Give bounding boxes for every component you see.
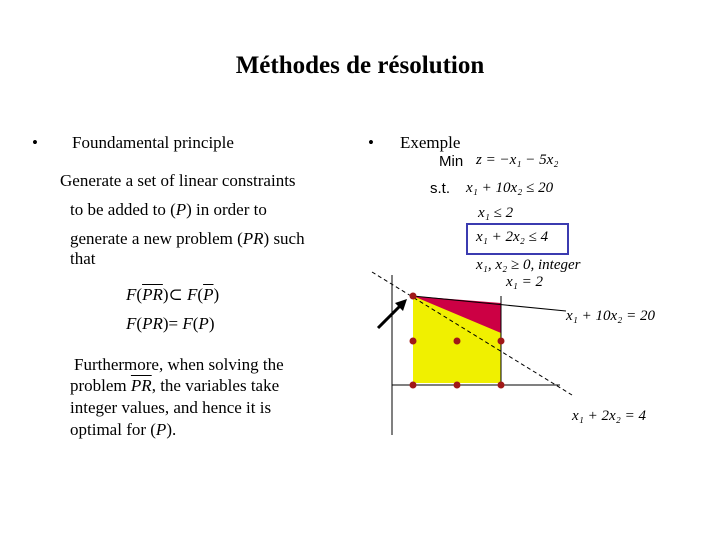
para2-line3: integer values, and hence it is bbox=[70, 398, 272, 417]
integer-point bbox=[454, 338, 461, 345]
lp-constraint-2: x₁ ≤ 2 bbox=[478, 205, 514, 221]
para1-line1: Generate a set of linear constraints bbox=[60, 171, 296, 190]
para1-line3: generate a new problem (PR) such bbox=[70, 229, 305, 248]
slide-title: Méthodes de résolution bbox=[235, 52, 485, 79]
para2-line1: Furthermore, when solving the bbox=[74, 355, 284, 374]
arrow-line bbox=[378, 304, 402, 328]
label-constraint-3: x₁ + 2x₂ = 4 bbox=[572, 408, 646, 424]
para2-line4: optimal for (P). bbox=[70, 420, 177, 439]
left-bullet: • bbox=[32, 133, 38, 152]
inclusion-formula: $F(\overline{PR})\subset$ $F(\overline{P})$ bbox=[126, 285, 220, 304]
right-bullet: • bbox=[368, 133, 374, 152]
integer-point bbox=[498, 338, 505, 345]
label-constraint-1: x₁ + 10x₂ = 20 bbox=[566, 308, 655, 324]
integer-point bbox=[454, 382, 461, 389]
lp-constraint-4: x₁, x₂ ≥ 0, integer bbox=[476, 257, 581, 273]
lp-constraint-3: x₁ + 2x₂ ≤ 4 bbox=[476, 229, 549, 245]
label-x1-equals-2: x₁ = 2 bbox=[506, 274, 543, 290]
left-heading: Foundamental principle bbox=[72, 133, 234, 152]
equality-formula: F(PR)= F(P) bbox=[126, 314, 215, 333]
integer-point bbox=[410, 293, 417, 300]
right-heading: Exemple bbox=[400, 133, 461, 152]
integer-point bbox=[410, 338, 417, 345]
para1-line4: that bbox=[70, 249, 96, 268]
integer-point bbox=[498, 382, 505, 389]
lp-st-label: s.t. bbox=[430, 180, 451, 197]
lp-constraint-1: x₁ + 10x₂ ≤ 20 bbox=[466, 180, 554, 196]
para2-line2: problem $\overline{PR}$, the variables take bbox=[70, 376, 280, 395]
lp-min-label: Min bbox=[439, 153, 464, 170]
integer-point bbox=[410, 382, 417, 389]
para1-line2: to be added to (P) in order to bbox=[70, 200, 267, 219]
lp-objective: z = −x₁ − 5x₂ bbox=[476, 152, 559, 168]
